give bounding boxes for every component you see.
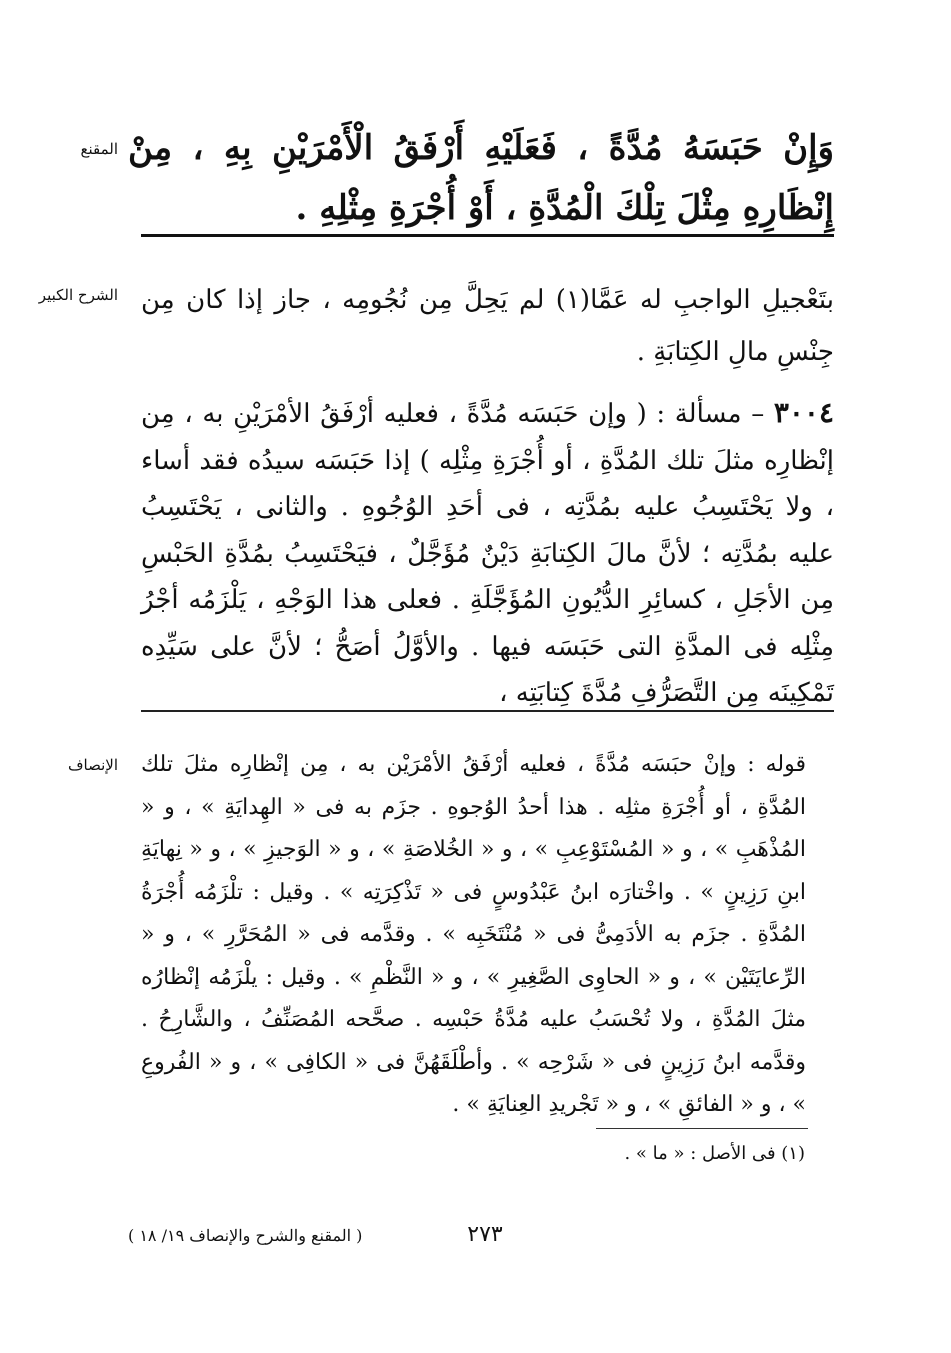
sharh-intro-paragraph: بتَعْجيلِ الواجبِ له عَمَّا(١) لم يَحِلَّ مِن نُجُومِه ، جاز إذا كان مِن جِنْسِ مالِ الكِتابَةِ . — [141, 285, 834, 367]
muqni-section-label: المقنع — [80, 140, 118, 158]
section-divider-thick — [141, 234, 834, 237]
issue-number: ٣٠٠٤ — [773, 396, 834, 429]
page-number: ٢٧٣ — [467, 1222, 503, 1247]
sharh-section-label: الشرح الكبير — [38, 286, 118, 304]
footnote-divider — [596, 1128, 808, 1129]
insaf-section-label: الإنصاف — [67, 756, 118, 774]
running-reference: ( المقنع والشرح والإنصاف ١٩/ ١٨ ) — [128, 1226, 363, 1245]
sharh-issue-text: – مسألة : ( وإن حَبَسَه مُدَّةً ، فعليه أرْفَقُ الأمْرَيْنِ به ، مِن إنْظارِه مثلَ تلك المُدَّةِ ، أو أُجْرَةِ مِثْلِه ) إذا حَبَسَه سيدُه فقد أساء ، ولا يَحْتَسِبُ عليه بمُدَّتِه ، فى أحَدِ الوُجُوهِ . والثانى ، يَحْتَسِبُ عليه بمُدَّتِه ؛ لأنَّ مالَ الكِتابَةِ دَيْنٌ مُؤَجَّلٌ ، فيَحْتَسِبُ بمُدَّةِ الحَبْسِ مِن الأجَلِ ، كسائِرِ الدُّيُونِ المُؤَجَّلَةِ . فعلى هذا الوَجْهِ ، يَلْزَمُه أجْرُ مِثْلِه فى المدَّةِ التى حَبَسَه فيها . والأوَّلُ أصَحُّ ؛ لأنَّ على سَيِّدِه تَمْكِينَه مِن التَّصَرُّفِ مُدَّةَ كِتابَتِه ، — [141, 399, 834, 708]
footnote: (١) فى الأصل : « ما » . — [624, 1143, 805, 1164]
section-divider-thin — [141, 710, 834, 712]
muqni-text: وَإِنْ حَبَسَهُ مُدَّةً ، فَعَلَيْهِ أَرْفَقُ الْأَمْرَيْنِ بِهِ ، مِنْ إِنْظَارِهِ مِثْلَ تِلْكَ الْمُدَّةِ ، أَوْ أُجْرَةِ مِثْلِهِ . — [128, 128, 834, 228]
sharh-issue-paragraph — [141, 390, 834, 717]
insaf-text: قوله : وإنْ حبَسَه مُدَّةً ، فعليه أرْفَقُ الأمْرَيْن به ، مِن إنْظارِه مثلَ تلك المُدَّةِ ، أو أُجْرَةِ مثلِه . هذا أحدُ الوُجوهِ . جزَم به فى « الهِدايَةِ » ، و « المُذْهَبِ » ، و « المُسْتَوْعِبِ » ، و « الخُلاصَةِ » ، و « الوَجيزِ » ، و « نِهايَةِ ابنِ رَزِينٍ » . واخْتارَه ابنُ عَبْدُوسٍ فى « تَذْكِرَتِه » . وقيل : تلْزَمُه أُجْرَةُ المُدَّةِ . جزَم به الأدَمِىُّ فى « مُنْتَخَبِه » . وقدَّمه فى « المُحَرَّرِ » ، و « الرِّعايَتَيْن » ، و « الحاوِى الصَّغِيرِ » ، و « النَّظْمِ » . وقيل : يلْزَمُه إنْظارُه مثلَ المُدَّةِ ، ولا تُحْسَبُ عليه مُدَّةُ حَبْسِه . صحَّحه المُصَنِّفُ ، والشَّارِحُ . وقدَّمه ابنُ رَزِينٍ فى « شَرْحِه » . وأطْلَقَهُنَّ فى « الكافِى » ، و « الفُروعِ » ، و « الفائقِ » ، و « تَجْريدِ العِنايَةِ » . — [141, 752, 806, 1117]
